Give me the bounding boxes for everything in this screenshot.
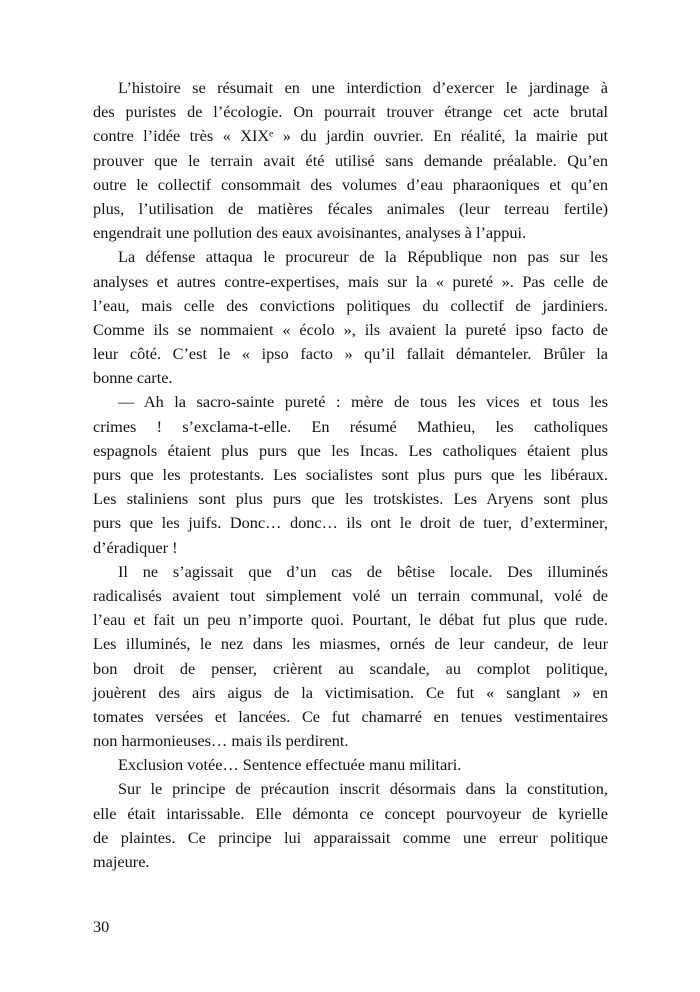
- text-line: majeure.: [93, 852, 150, 871]
- text-line: Les illuminés, le nez dans les miasmes, ornés de leur candeur, de leur: [93, 634, 608, 654]
- text-line: Comme ils se nommaient « écolo », ils avaient la pureté ipso facto de: [93, 319, 608, 339]
- text-line: Les staliniens sont plus purs que les trotskistes. Les Aryens sont plus: [93, 489, 608, 509]
- text-line: l’eau, mais celle des convictions politiques du collectif de jardiniers.: [93, 295, 608, 315]
- text-line: La défense attaqua le procureur de la République non pas sur les: [118, 247, 608, 267]
- body-text: [93, 76, 608, 874]
- text-line: l’eau et fait un peu n’importe quoi. Pourtant, le débat fut plus que rude.: [93, 610, 608, 630]
- text-line: outre le collectif consommait des volumes d’eau pharaoniques et qu’en: [93, 174, 608, 194]
- text-line: Exclusion votée… Sentence effectuée manu militari.: [118, 755, 462, 775]
- text-line: bonne carte.: [93, 368, 173, 388]
- text-line: prouver que le terrain avait été utilisé sans demande préalable. Qu’en: [93, 150, 608, 170]
- text-line: purs que les protestants. Les socialistes sont plus purs que les libéraux.: [93, 465, 608, 484]
- text-line: analyses et autres contre-expertises, mais sur la « pureté ». Pas celle de: [93, 271, 608, 291]
- text-line: leur côté. C’est le « ipso facto » qu’il fallait démanteler. Brûler la: [93, 344, 608, 364]
- paragraph: [93, 390, 608, 559]
- text-line: non harmonieuses… mais ils perdirent.: [93, 731, 349, 751]
- text-line: Sur le principe de précaution inscrit désormais dans la constitution,: [118, 779, 608, 799]
- text-line: elle était intarissable. Elle démonta ce concept pourvoyeur de kyrielle: [93, 803, 608, 823]
- text-line: crimes ! s’exclama-t-elle. En résumé Mathieu, les catholiques: [93, 416, 608, 436]
- text-line: d’éradiquer !: [93, 537, 178, 557]
- paragraph: [93, 753, 608, 777]
- text-line: espagnols étaient plus purs que les Incas. Les catholiques étaient plus: [93, 440, 608, 460]
- paragraph: [93, 245, 608, 390]
- paragraph: [93, 777, 608, 874]
- text-line: des puristes de l’écologie. On pourrait trouver étrange cet acte brutal: [93, 102, 608, 122]
- paragraph: [93, 560, 608, 754]
- text-line: bon droit de penser, crièrent au scandale, au complot politique,: [93, 658, 608, 678]
- text-line: de plaintes. Ce principe lui apparaissait comme une erreur politique: [93, 827, 608, 847]
- text-line: tomates versées et lancées. Ce fut chamarré en tenues vestimentaires: [93, 706, 608, 726]
- text-line: L’histoire se résumait en une interdiction d’exercer le jardinage à: [118, 78, 608, 97]
- text-line: jouèrent des airs aigus de la victimisation. Ce fut « sanglant » en: [93, 682, 608, 702]
- text-line: engendrait une pollution des eaux avoisinantes, analyses à l’appui.: [93, 223, 527, 243]
- paragraph: [93, 76, 608, 245]
- text-line: plus, l’utilisation de matières fécales animales (leur terreau fertile): [93, 198, 608, 218]
- page-number: 30: [93, 917, 110, 936]
- text-line: — Ah la sacro-sainte pureté : mère de tous les vices et tous les: [118, 392, 608, 412]
- text-line: Il ne s’agissait que d’un cas de bêtise locale. Des illuminés: [118, 561, 608, 581]
- text-line: radicalisés avaient tout simplement volé un terrain communal, volé de: [93, 585, 608, 605]
- text-line: purs que les juifs. Donc… donc… ils ont le droit de tuer, d’exterminer,: [93, 513, 608, 533]
- text-line: contre l’idée très « XIXᵉ » du jardin ouvrier. En réalité, la mairie put: [93, 126, 608, 146]
